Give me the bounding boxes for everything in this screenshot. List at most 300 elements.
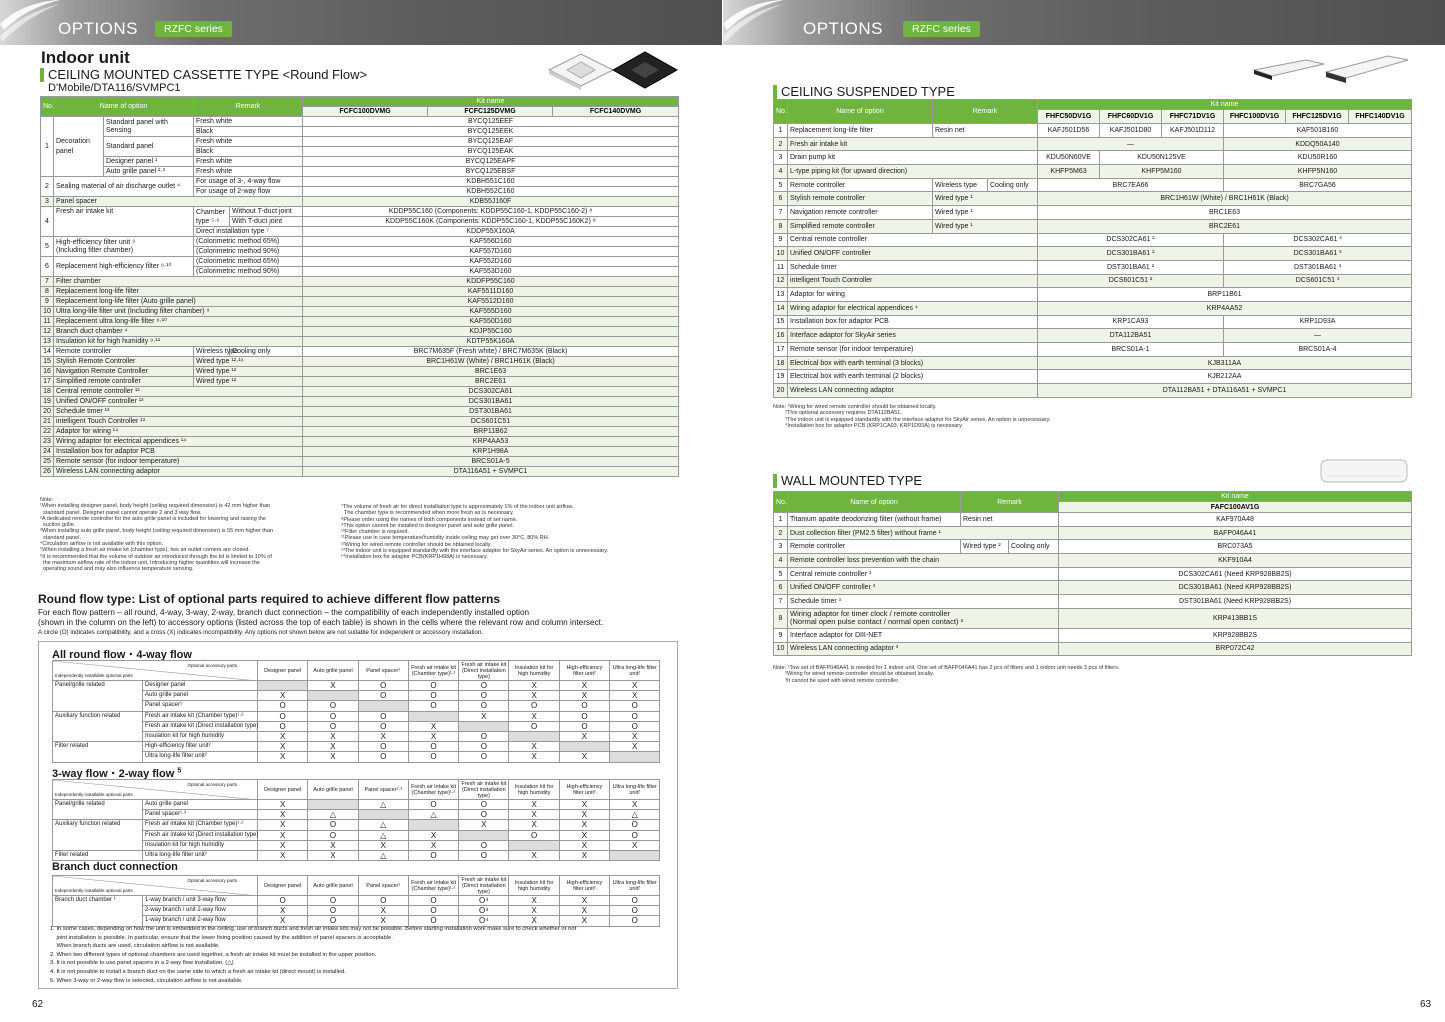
table-cell: KRP4AA53 [303,437,679,447]
table-cell: 1 [774,124,788,138]
compat-mark: X [408,830,458,840]
table-cell: BRC1E63 [1038,206,1412,220]
compat-mark: X [258,691,308,701]
table-cell: 6 [774,192,788,206]
table-cell: KAF556D160 [303,237,679,247]
table-cell: 8 [774,219,788,233]
compat-mark: X [358,906,408,916]
table-cell: 2 [41,177,54,197]
compat-mark: O [610,820,660,830]
table-row [41,97,679,107]
col-name: Name of option [788,100,933,124]
table-cell: Designer panel [143,681,258,691]
compat-mark: X [509,810,559,820]
table-cell: 8 [774,608,788,628]
table-cell: With T-duct joint [230,217,303,227]
table-cell: Replacement long-life filter [54,287,303,297]
accessory-col: Panel spacer¹ [358,876,408,896]
table-row [53,840,660,850]
compat-mark: O [459,731,509,741]
compat-mark: X [559,810,609,820]
compat-mark: O [358,711,408,721]
table-cell: DCS302CA61 ² [1038,233,1224,247]
table-cell: Wireless LAN connecting adaptor [54,467,303,477]
table-cell: KDBH551C160 [303,177,679,187]
compat-mark: O [258,896,308,906]
table-cell: Remote controller [788,178,933,192]
ceiling-suspended-images [1250,52,1410,88]
table-cell: BRCS01A-4 [1224,343,1412,357]
compat-mark: O [459,810,509,820]
compat-mark: X [258,906,308,916]
table-cell: BRC7EA66 [1038,178,1224,192]
compat-mark: X [559,820,609,830]
table-cell: Designer panel ¹ [104,157,194,167]
table-cell: Unified ON/OFF controller [788,247,1038,261]
compat-mark: O [408,850,458,860]
suspended-unit-image [1326,56,1408,83]
table-cell: KAF552D160 [303,257,679,267]
table-cell: Adaptor for wiring ¹⁴ [54,427,303,437]
table-row [774,513,1412,527]
compat-mark: X [308,752,358,762]
compat-mark: X [559,840,609,850]
table-cell: DCS301BA61 ³ [1224,247,1412,261]
table-cell: BYCQ125EAK [303,147,679,157]
accessory-col: Insulation kit for high humidity [509,780,559,800]
table-cell: KDTP55K160A [303,337,679,347]
header-title: OPTIONS [803,19,884,38]
table-cell: DCS302CA61 (Need KRP928BB2S) [1059,567,1412,581]
series-badge: RZFC series [155,21,232,37]
table-cell: 10 [41,307,54,317]
compat-mark: O [308,896,358,906]
suspended-unit-image [1254,60,1324,80]
table-cell: L-type piping kit (for upward direction) [788,165,1038,179]
table-cell: Remote sensor (for indoor temperature) [54,457,303,467]
compat-mark: O [509,701,559,711]
table-cell: KAFJ501D80 [1100,124,1162,138]
table-cell: Black [194,127,303,137]
compat-mark: X [559,752,609,762]
table-cell: 14 [774,301,788,315]
compat-mark: O [559,701,609,711]
table-cell: Replacement ultra long-life filter ⁹·¹⁰ [54,317,303,327]
compat-mark: O [509,830,559,840]
model-col: FCFC140DVMG [553,107,679,117]
table-cell: Panel spacer [54,197,303,207]
section-title: CEILING SUSPENDED TYPE [773,85,955,99]
round-flow-legend: A circle (O) indicates compatibility, and a cross (X) indicates incompatibility. Any options not shown below are not suitable for independent or accessory installation. [38,629,484,636]
table-row [774,274,1412,288]
table-row [41,197,679,207]
table-row [774,137,1412,151]
compat-mark: X [509,711,559,721]
table-cell: 9 [774,628,788,642]
model-col: FAFC100AV1G [1059,502,1412,513]
table-row [53,691,660,701]
table-cell: KDJP55C160 [303,327,679,337]
table-cell: Independently installable optional parts [55,888,133,893]
table-row [41,387,679,397]
table-cell: BAFP046A41 [1059,526,1412,540]
table-cell: Wireless type [933,178,988,192]
table-row [774,540,1412,554]
table-cell: 25 [41,457,54,467]
table-cell: 21 [41,417,54,427]
table-cell: 19 [774,370,788,384]
table-row [774,581,1412,595]
compat-mark: X [258,800,308,810]
table-cell: Simplified remote controller [54,377,194,387]
diagonal-header [53,876,258,896]
compat-mark: X [308,681,358,691]
table-cell: Insulation kit for high humidity ⁹·¹¹ [54,337,303,347]
table-cell: 1-way branch / unit 3-way flow [143,896,258,906]
compat-mark: X [308,840,358,850]
table-row [53,701,660,711]
table-cell: 23 [41,437,54,447]
table-cell: Central remote controller ¹³ [54,387,303,397]
table-cell: KRP413BB1S [1059,608,1412,628]
table-row [41,117,679,127]
table-cell: BRC1H61W (White) / BRC1H61K (Black) [303,357,679,367]
table-cell: DCS301BA61 [303,397,679,407]
not-applicable-cell [610,752,660,762]
compat-mark: X [610,731,660,741]
header-title: OPTIONS [58,19,139,38]
table-cell: 20 [41,407,54,417]
table-cell: Auxiliary function related [53,820,143,851]
compat-mark: O [408,752,458,762]
table-row [774,370,1412,384]
table-cell: 6 [41,257,54,277]
table-rows [41,117,679,477]
not-applicable-cell [509,840,559,850]
table-cell: DCS601C51 ³ [1224,274,1412,288]
compat-mark: X [509,742,559,752]
compat-mark: △ [308,810,358,820]
section-title: WALL MOUNTED TYPE [773,474,922,488]
table-cell: KJB311AA [1038,356,1412,370]
table-cell: KDU50R160 [1224,151,1412,165]
table-row [774,642,1412,656]
right-page [723,0,1445,1022]
compat-mark: O [610,701,660,711]
table-cell: KRP1CA93 [1038,315,1224,329]
table-cell: Electrical box with earth terminal (2 blocks) [788,370,1038,384]
table-cell: Cooling only [988,178,1038,192]
compat-mark: O [408,742,458,752]
model-col: FCFC125DVMG [428,107,553,117]
table-cell: (Colorimetric method 65%) [194,237,303,247]
table-row [774,329,1412,343]
table-cell: Drain pump kit [788,151,1038,165]
table-cell: KAF501B160 [1224,124,1412,138]
table-cell: Independently installable optional parts [55,792,133,797]
table-cell: DCS302CA61 [303,387,679,397]
table-cell: Interface adaptor for DIII-NET [788,628,1059,642]
not-applicable-cell [358,701,408,711]
table-row [41,257,679,267]
compatibility-box [38,641,678,989]
cassette-options-table [40,96,679,477]
table-row [774,165,1412,179]
table-row [774,595,1412,609]
not-applicable-cell [308,800,358,810]
compat-mark: O [358,896,408,906]
table-cell: BRCS01A-1 [1038,343,1224,357]
model-col: FHFC71DV1G [1162,110,1224,124]
table-cell: Wired type ¹²·¹⁶ [194,357,303,367]
table-cell: KRP1D93A [1224,315,1412,329]
table-row [41,167,679,177]
accessory-col: Panel spacer¹ [358,661,408,681]
table-row [774,356,1412,370]
compat-mark: X [258,840,308,850]
table-cell: Remote controller loss prevention with the chain [788,554,1059,568]
table-row [774,260,1412,274]
table-cell: KDDP55C160K (Components: KDDP55C160-1, KDDP55C160K2) ⁸ [303,217,679,227]
table-cell: Sealing material of air discharge outlet ⁴ [54,177,194,197]
table-row [41,307,679,317]
accessory-col: Auto grille panel [308,876,358,896]
compat-mark: X [509,906,559,916]
table-cell: 22 [41,427,54,437]
table-row [41,347,679,357]
col-remark: Remark [961,492,1059,513]
table-cell: Wired type ¹² [194,377,303,387]
compat-mark: △ [358,820,408,830]
col-kit: Kit name [1059,492,1412,502]
table-cell: Wired type ¹ [933,206,1038,220]
table-cell: Wireless type [194,347,230,357]
table-cell: DST301BA61 ³ [1224,260,1412,274]
compat-mark: O [358,681,408,691]
cassette-unit-images [543,48,679,90]
table-cell: High-efficiency filter unit² [143,742,258,752]
table-row [41,417,679,427]
table-row [774,151,1412,165]
table-cell: DCS301BA61 (Need KRP928BB2S) [1059,581,1412,595]
table-cell: 15 [41,357,54,367]
table-row [53,661,660,681]
table-row [53,810,660,820]
table-cell: Remote controller [788,540,961,554]
table-cell: Decoration panel [54,117,104,177]
table-cell: 5 [774,178,788,192]
table-row [774,233,1412,247]
compat-mark: O⁴ [459,896,509,906]
table-cell: High-efficiency filter unit ⁹ (Including filter chamber) [54,237,194,257]
table-cell: Schedule timer ³ [788,595,1059,609]
table-row [774,526,1412,540]
table-cell: 9 [41,297,54,307]
not-applicable-cell [258,681,308,691]
table-row [53,820,660,830]
table-cell: Fresh air intake kit (Chamber type)¹·² [143,711,258,721]
compat-mark: X [610,691,660,701]
table-cell: KDU50N125VE [1100,151,1224,165]
table-cell: BYCQ125EAPF [303,157,679,167]
table-cell: KDU50N60VE [1038,151,1100,165]
compat-mark: X [559,731,609,741]
table-title: All round flow・4-way flow [52,649,192,661]
table-row [774,608,1412,628]
table-cell: BYCQ125EAF [303,137,679,147]
cassette-white-image [549,54,613,90]
compat-mark: X [559,691,609,701]
table-cell: Auto grille panel [143,691,258,701]
model-col: FHFC140DV1G [1349,110,1412,124]
table-row [53,906,660,916]
table-cell: 10 [774,642,788,656]
compat-mark: X [559,896,609,906]
compat-mark: O [358,721,408,731]
accessory-col: Fresh air intake kit (Direct installation type) [459,876,509,896]
compat-mark: X [559,830,609,840]
compat-mark: O [408,896,458,906]
table-cell: KRP928BB2S [1059,628,1412,642]
table-cell: 5 [177,767,182,775]
table-cell: KHFP5M63 [1038,165,1100,179]
table-cell: 9 [774,233,788,247]
table-cell: 12 [41,327,54,337]
compat-mark: X [610,800,660,810]
table-cell: Chamber type ⁵·⁶ [194,207,230,227]
compat-mark: X [308,731,358,741]
table-cell: DCS601C51 [303,417,679,427]
table-cell: Cooling only [230,347,303,357]
table-cell: Wiring adaptor for electrical appendices ¹⁴ [54,437,303,447]
table-cell: BRC1E63 [303,367,679,377]
header-swoosh-icon [0,0,60,45]
table-cell: Insulation kit for high humidity [143,840,258,850]
compat-mark: O⁴ [459,906,509,916]
table-row [41,277,679,287]
table-cell: Fresh air intake kit [788,137,1038,151]
compat-mark: O⁴ [459,916,509,926]
compat-mark: O [358,752,408,762]
table-cell: Resin net [961,513,1059,527]
compat-mark: O [459,742,509,752]
table-cell: BRC073A5 [1059,540,1412,554]
compat-mark: X [408,840,458,850]
table-cell: Fresh white [194,117,303,127]
compat-mark: O [459,681,509,691]
compat-mark: O [509,721,559,731]
table-cell: BRP072C42 [1059,642,1412,656]
table-cell: KDB55J160F [303,197,679,207]
table-cell: Titanium apatite deodorizing filter (without frame) [788,513,961,527]
table-cell: KAF550D160 [303,317,679,327]
wall-notes: Note: ¹Tow set of BAFP046A41 is needed for 1 indoor unit. One set of BAFP046A41 has 2 pcs of filters and 1 indoor unit needs 3 pcs of filters. ²Wiring for wired remote controller should be obtained locally. ³It cannot be used with wired remote controller. [773,665,1120,684]
table-cell: Direct installation type ⁷ [194,227,303,237]
compat-mark: △ [358,830,408,840]
table-cell: 2 [774,526,788,540]
col-no: No. [774,100,788,124]
table-cell: 2-way branch / unit 2-way flow [143,906,258,916]
header-swoosh-icon [723,0,783,45]
table-cell: DST301BA61 (Need KRP928BB2S) [1059,595,1412,609]
table-cell: Auto grille panel [143,800,258,810]
table-cell: 20 [774,384,788,398]
table-cell: Wired type ¹² [194,367,303,377]
compat-notes: 1. In some cases, depending on how the unit is embedded in the ceiling, use of branch ducts and fresh air intake kits may not be possible. Before starting installation work make sure to check whether or not joint installation is possible. In particular, ensure that the lower fixing position caused by the addition of panel spacers is acceptable. When branch ducts are used, circulation airflow is not available. 2. When two different types of optional chambers are used together, a fresh air intake kit must be installed in the upper position. 3. It is not possible to use panel spacers in a 2-way flow installation. (△) 4. It is not possible to install a branch duct on the same side to which a fresh air intake kit (direct mount) is installed. 5. When 3-way or 2-way flow is selected, circulation airflow is not available. [50,926,577,984]
table-cell: Standard panel [104,137,194,157]
table-cell: 3 [774,151,788,165]
accessory-col: Ultra long-life filter unit² [610,876,660,896]
table-cell: BRCS01A-5 [303,457,679,467]
table-cell: Stylish remote controller [788,192,933,206]
cassette-notes-b: ⁷The volume of fresh air for direct installation type is approximately 1% of the indoor unit airflow. The chamber type is recommended when more fresh air is necessary. ⁸Please order using the names of both components instead of set name. ⁹This option cannot be installed to designer panel and auto grille panel. ¹⁰Filter chamber is required. ¹¹Please use in case temperature/humidity inside ceiling may get over 30°C, 80% RH. ¹²Wiring for wired remote controller should be obtained locally. ¹³The indoor unit is equipped standardly with the interface adaptor for SkyAir series. An option is unnecessary. ¹⁴Installation box for adaptor PCB(KRP1H98A) is necessary. [341,504,609,561]
compat-mark: O [258,711,308,721]
model-col: FHFC100DV1G [1224,110,1286,124]
table-cell: 7 [774,595,788,609]
table-cell: Optional accessory parts [187,782,237,787]
table-cell: KAF5512D160 [303,297,679,307]
section-title: CEILING MOUNTED CASSETTE TYPE <Round Flow> [40,68,367,82]
table-cell: Fresh air intake kit (Chamber type)¹·² [143,820,258,830]
table-cell: 11 [774,260,788,274]
table-cell: KAF553D160 [303,267,679,277]
table-cell: Replacement long-life filter (Auto grille panel) [54,297,303,307]
table-row [774,288,1412,302]
compat-mark: X [509,752,559,762]
accessory-col: Fresh air intake kit (Direct installation type) [459,661,509,681]
accessory-col: Panel spacer¹·³ [358,780,408,800]
table-row [41,337,679,347]
compat-mark: X [258,810,308,820]
compat-mark: X [258,850,308,860]
table-cell: Interface adaptor for SkyAir series [788,329,1038,343]
table-row [53,681,660,691]
accessory-col: Fresh air intake kit (Chamber type)¹·² [408,661,458,681]
accessory-col: Designer panel [258,661,308,681]
table-cell: Replacement high-efficiency filter ⁹·¹⁰ [54,257,194,277]
table-cell: 14 [41,347,54,357]
compat-mark: O [610,711,660,721]
table-cell: Adaptor for wiring [788,288,1038,302]
table-row [53,711,660,721]
table-cell: 7 [774,206,788,220]
compat-mark: X [308,742,358,752]
compat-mark: O [459,691,509,701]
table-cell: Installation box for adaptor PCB [788,315,1038,329]
table-row [774,192,1412,206]
table-row [774,124,1412,138]
col-remark: Remark [194,97,303,117]
table-row [774,247,1412,261]
table-cell: DTA112BA51 [1038,329,1224,343]
table-cell: 17 [774,343,788,357]
compat-mark: X [258,916,308,926]
table-cell: Filter related [53,742,143,762]
table-cell: 13 [41,337,54,347]
section-subline: D'Mobile/DTA116/SVMPC1 [48,82,181,94]
table-row [53,721,660,731]
table-cell: 4 [774,165,788,179]
table-row [53,830,660,840]
table-cell: Branch duct chamber ¹ [53,896,143,927]
compat-mark: O [408,916,458,926]
table-cell: Ultra long-life filter unit² [143,752,258,762]
compat-mark: O [408,701,458,711]
table-cell: KJB212AA [1038,370,1412,384]
table-row [774,492,1412,502]
table-cell: KDDP55X160A [303,227,679,237]
compat-mark: X [459,820,509,830]
